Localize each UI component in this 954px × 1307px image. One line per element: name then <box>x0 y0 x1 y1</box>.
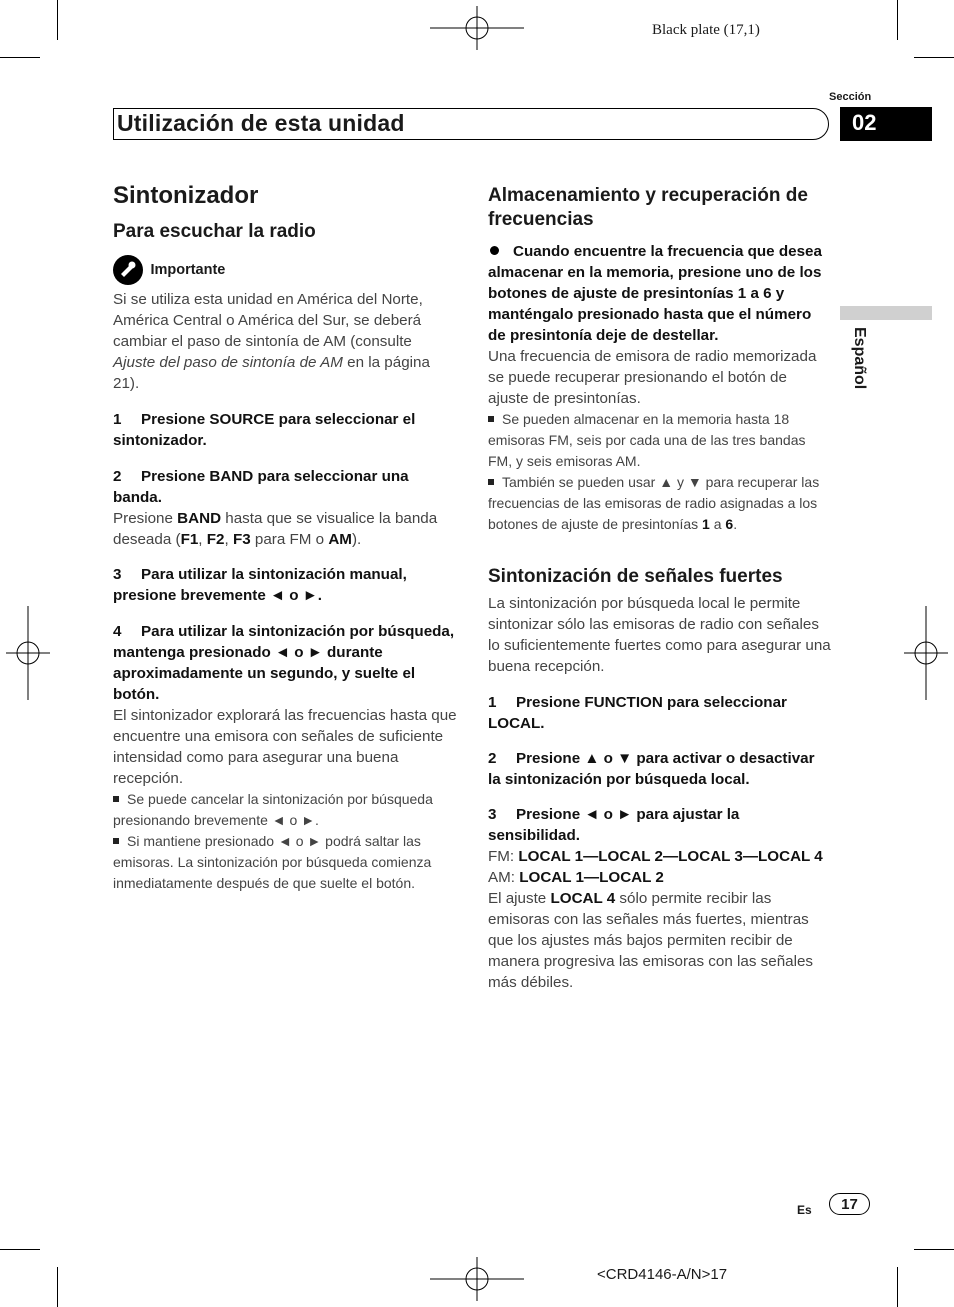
section-title-local: Sintonización de señales fuertes <box>488 566 783 587</box>
text-run: hasta que se visualice la banda deseada ( <box>113 510 438 548</box>
text-run: a <box>709 516 726 532</box>
crop-mark <box>57 1267 58 1307</box>
left-column <box>113 182 458 894</box>
text-run: . <box>733 516 738 532</box>
note <box>488 409 831 472</box>
step-4 <box>113 621 458 705</box>
important-icon <box>113 255 143 285</box>
note-bullet-icon <box>488 479 494 485</box>
step-1 <box>488 692 831 734</box>
local-final-body <box>488 888 831 993</box>
bullet-text: Cuando encuentre la frecuencia que desea almacenar en la memoria, presione uno de los botones de ajuste de presintonías 1 a 6 y manténgalo presionado hasta que el número de presintonía deje de destellar. <box>488 243 822 344</box>
step-text: Para utilizar la sintonización por búsqueda, mantenga presionado ◄ o ► durante aproximadamente un segundo, y suelte el botón. <box>113 623 455 703</box>
note-text: Se puede cancelar la sintonización por búsqueda presionando brevemente ◄ o ►. <box>113 791 433 828</box>
registration-mark-right <box>904 606 948 700</box>
step-number: 2 <box>488 750 497 767</box>
step-3 <box>113 564 458 606</box>
section-label: Sección <box>829 91 872 103</box>
page-number: 17 <box>829 1193 870 1215</box>
text-run: 1 <box>702 516 710 532</box>
text-run: , <box>224 531 233 548</box>
am-values <box>488 867 831 888</box>
text-run: en la página 21). <box>113 354 430 392</box>
crop-mark <box>914 57 954 58</box>
local-body: La sintonización por búsqueda local le permite sintonizar sólo las emisoras de radio con señales lo suficientemente fuertes como para asegurar una buena recepción. <box>488 595 831 675</box>
text-run: Si se utiliza esta unidad en América del Norte, América Central o América del Sur, se deberá cambiar el paso de sintonía de AM (consulte <box>113 291 423 350</box>
language-label: Español <box>851 327 868 390</box>
crop-mark <box>0 1249 40 1250</box>
step-number: 2 <box>113 468 122 485</box>
step-text: Presione ▲ o ▼ para activar o desactivar la sintonización por búsqueda local. <box>488 750 815 788</box>
step-number: 1 <box>488 694 497 711</box>
step-3 <box>488 804 831 846</box>
important-heading <box>113 255 458 285</box>
plate-label: Black plate (17,1) <box>652 22 760 38</box>
language-code: Es <box>797 1203 812 1217</box>
text-run: LOCAL 4 <box>550 890 616 907</box>
crop-mark <box>57 0 58 40</box>
note-bullet-icon <box>113 796 119 802</box>
note-bullet-icon <box>113 838 119 844</box>
step-2 <box>488 748 831 790</box>
crop-mark <box>914 1249 954 1250</box>
text-run: ). <box>351 531 362 548</box>
step-2 <box>113 466 458 508</box>
text-run: LOCAL 1—LOCAL 2—LOCAL 3—LOCAL 4 <box>518 848 823 865</box>
step-1 <box>113 409 458 451</box>
text-run: F2 <box>206 531 225 548</box>
right-column <box>488 184 831 993</box>
text-run: FM: <box>488 848 519 865</box>
bullet-icon <box>490 246 499 255</box>
bullet-instruction <box>488 241 831 346</box>
text-run: sólo permite recibir las emisoras con las señales más fuertes, mientras que los ajustes más bajos permiten recibir de manera progresiva las emisoras con las señales más débiles. <box>488 890 813 991</box>
text-run: AM: <box>488 869 520 886</box>
crop-mark <box>0 57 40 58</box>
crop-mark <box>897 0 898 40</box>
registration-mark-left <box>6 606 50 700</box>
text-run: , <box>198 531 207 548</box>
text-run: 6 <box>725 516 734 532</box>
step-number: 4 <box>113 623 122 640</box>
link-reference: Ajuste del paso de sintonía de AM <box>113 354 343 371</box>
text-run: F1 <box>180 531 199 548</box>
step-number: 3 <box>488 806 497 823</box>
note <box>113 831 458 894</box>
fm-values <box>488 846 831 867</box>
note-text: Si mantiene presionado ◄ o ► podrá saltar las emisoras. La sintonización por búsqueda comienza inmediatamente después de que suelte el botón. <box>113 833 432 891</box>
text-run: F3 <box>232 531 251 548</box>
step-text: Presione BAND para seleccionar una banda. <box>113 468 409 506</box>
step-2-body <box>113 508 458 550</box>
step-number: 3 <box>113 566 122 583</box>
text-run: El ajuste <box>488 890 551 907</box>
header-title: Utilización de esta unidad <box>117 110 405 136</box>
step-text: Para utilizar la sintonización manual, presione brevemente ◄ o ►. <box>113 566 407 604</box>
text-run: para FM o <box>250 531 329 548</box>
note-text: Se pueden almacenar en la memoria hasta 18 emisoras FM, seis por cada una de las tres bandas FM, y seis emisoras AM. <box>488 411 806 469</box>
section-title: Sintonizador <box>113 182 259 209</box>
step-text: Presione FUNCTION para seleccionar LOCAL. <box>488 694 787 732</box>
registration-mark-bottom <box>430 1257 524 1301</box>
important-label: Importante <box>150 262 226 278</box>
step-text: Presione ◄ o ► para ajustar la sensibilidad. <box>488 806 740 844</box>
memory-body: Una frecuencia de emisora de radio memorizada se puede recuperar presionando el botón de ajuste de presintonías. <box>488 348 817 407</box>
subsection-title: Para escuchar la radio <box>113 221 316 242</box>
step-number: 1 <box>113 411 122 428</box>
step-text: Presione SOURCE para seleccionar el sintonizador. <box>113 411 416 449</box>
important-text <box>113 289 458 394</box>
note-bullet-icon <box>488 416 494 422</box>
section-number: 02 <box>840 107 932 141</box>
note <box>488 472 831 535</box>
document-code: <CRD4146-A/N>17 <box>597 1266 728 1283</box>
text-run: Presione <box>113 510 178 527</box>
language-tab <box>840 306 932 320</box>
text-run: AM <box>328 531 352 548</box>
crop-mark <box>897 1267 898 1307</box>
registration-mark-top <box>430 6 524 50</box>
note-text: También se pueden usar ▲ y ▼ para recuperar las frecuencias de las emisoras de radio asignadas a los botones de ajuste de presintonías <box>488 474 820 532</box>
step-4-body: El sintonizador explorará las frecuencias hasta que encuentre una emisora con señales de suficiente intensidad como para asegurar una buena recepción. <box>113 707 457 787</box>
text-run: BAND <box>177 510 222 527</box>
section-title-memory: Almacenamiento y recuperación de frecuencias <box>488 185 808 230</box>
note <box>113 789 458 831</box>
text-run: LOCAL 1—LOCAL 2 <box>519 869 664 886</box>
